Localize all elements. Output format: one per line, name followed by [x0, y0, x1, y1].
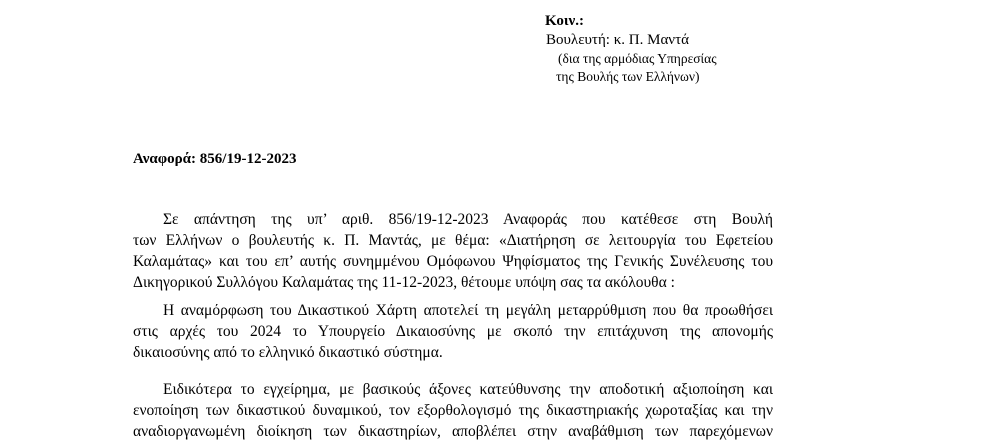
paragraph-3-line-1: Ειδικότερα το εγχείρημα, με βασικούς άξονες κατεύθυνσης την αποδοτική αξιοποίηση και: [163, 381, 773, 398]
reference-number: Αναφορά: 856/19-12-2023: [133, 151, 297, 167]
cc-title: Κοιν.:: [545, 13, 584, 29]
paragraph-3-line-2: ενοποίηση των δικαστικού δυναμικού, τον εξορθολογισμό της δικαστηριακής χωροταξίας και την: [133, 402, 773, 419]
paragraph-1-line-1: Σε απάντηση της υπ’ αριθ. 856/19-12-2023 Αναφοράς που κατέθεσε στη Βουλή: [163, 211, 773, 228]
cc-block: [545, 12, 717, 86]
paragraph-3-line-3: αναδιοργανωμένη διοίκηση των δικαστηρίων, αποβλέπει στην αναβάθμιση των παρεχόμενων: [133, 423, 773, 440]
paragraph-1-line-4: Δικηγορικού Συλλόγου Καλαμάτας της 11-12-2023, θέτουμε υπόψη σας τα ακόλουθα :: [133, 274, 675, 291]
paragraph-1: [133, 209, 773, 293]
cc-recipient: Βουλευτή: κ. Π. Μαντά: [546, 32, 689, 48]
paragraph-1-line-2: των Ελλήνων ο βουλευτής κ. Π. Μαντάς, με θέμα: «Διατήρηση σε λειτουργία του Εφετείου: [133, 232, 773, 249]
paragraph-2: [133, 300, 773, 363]
paragraph-1-line-3: Καλαμάτας» και του επ’ αυτής συνημμένου Ομόφωνου Ψηφίσματος της Γενικής Συνέλευσης του: [133, 253, 773, 270]
cc-via-line1: (δια της αρμόδιας Υπηρεσίας: [558, 51, 717, 66]
paragraph-2-line-2: στις αρχές του 2024 το Υπουργείο Δικαιοσύνης με σκοπό την επιτάχυνση της απονομής: [133, 323, 773, 340]
paragraph-3: [133, 379, 773, 442]
cc-via-line2: της Βουλής των Ελλήνων): [556, 69, 700, 84]
paragraph-2-line-3: δικαιοσύνης από το ελληνικό δικαστικό σύστημα.: [133, 344, 443, 361]
paragraph-2-line-1: Η αναμόρφωση του Δικαστικού Χάρτη αποτελεί τη μεγάλη μεταρρύθμιση που θα προωθήσει: [163, 302, 773, 319]
